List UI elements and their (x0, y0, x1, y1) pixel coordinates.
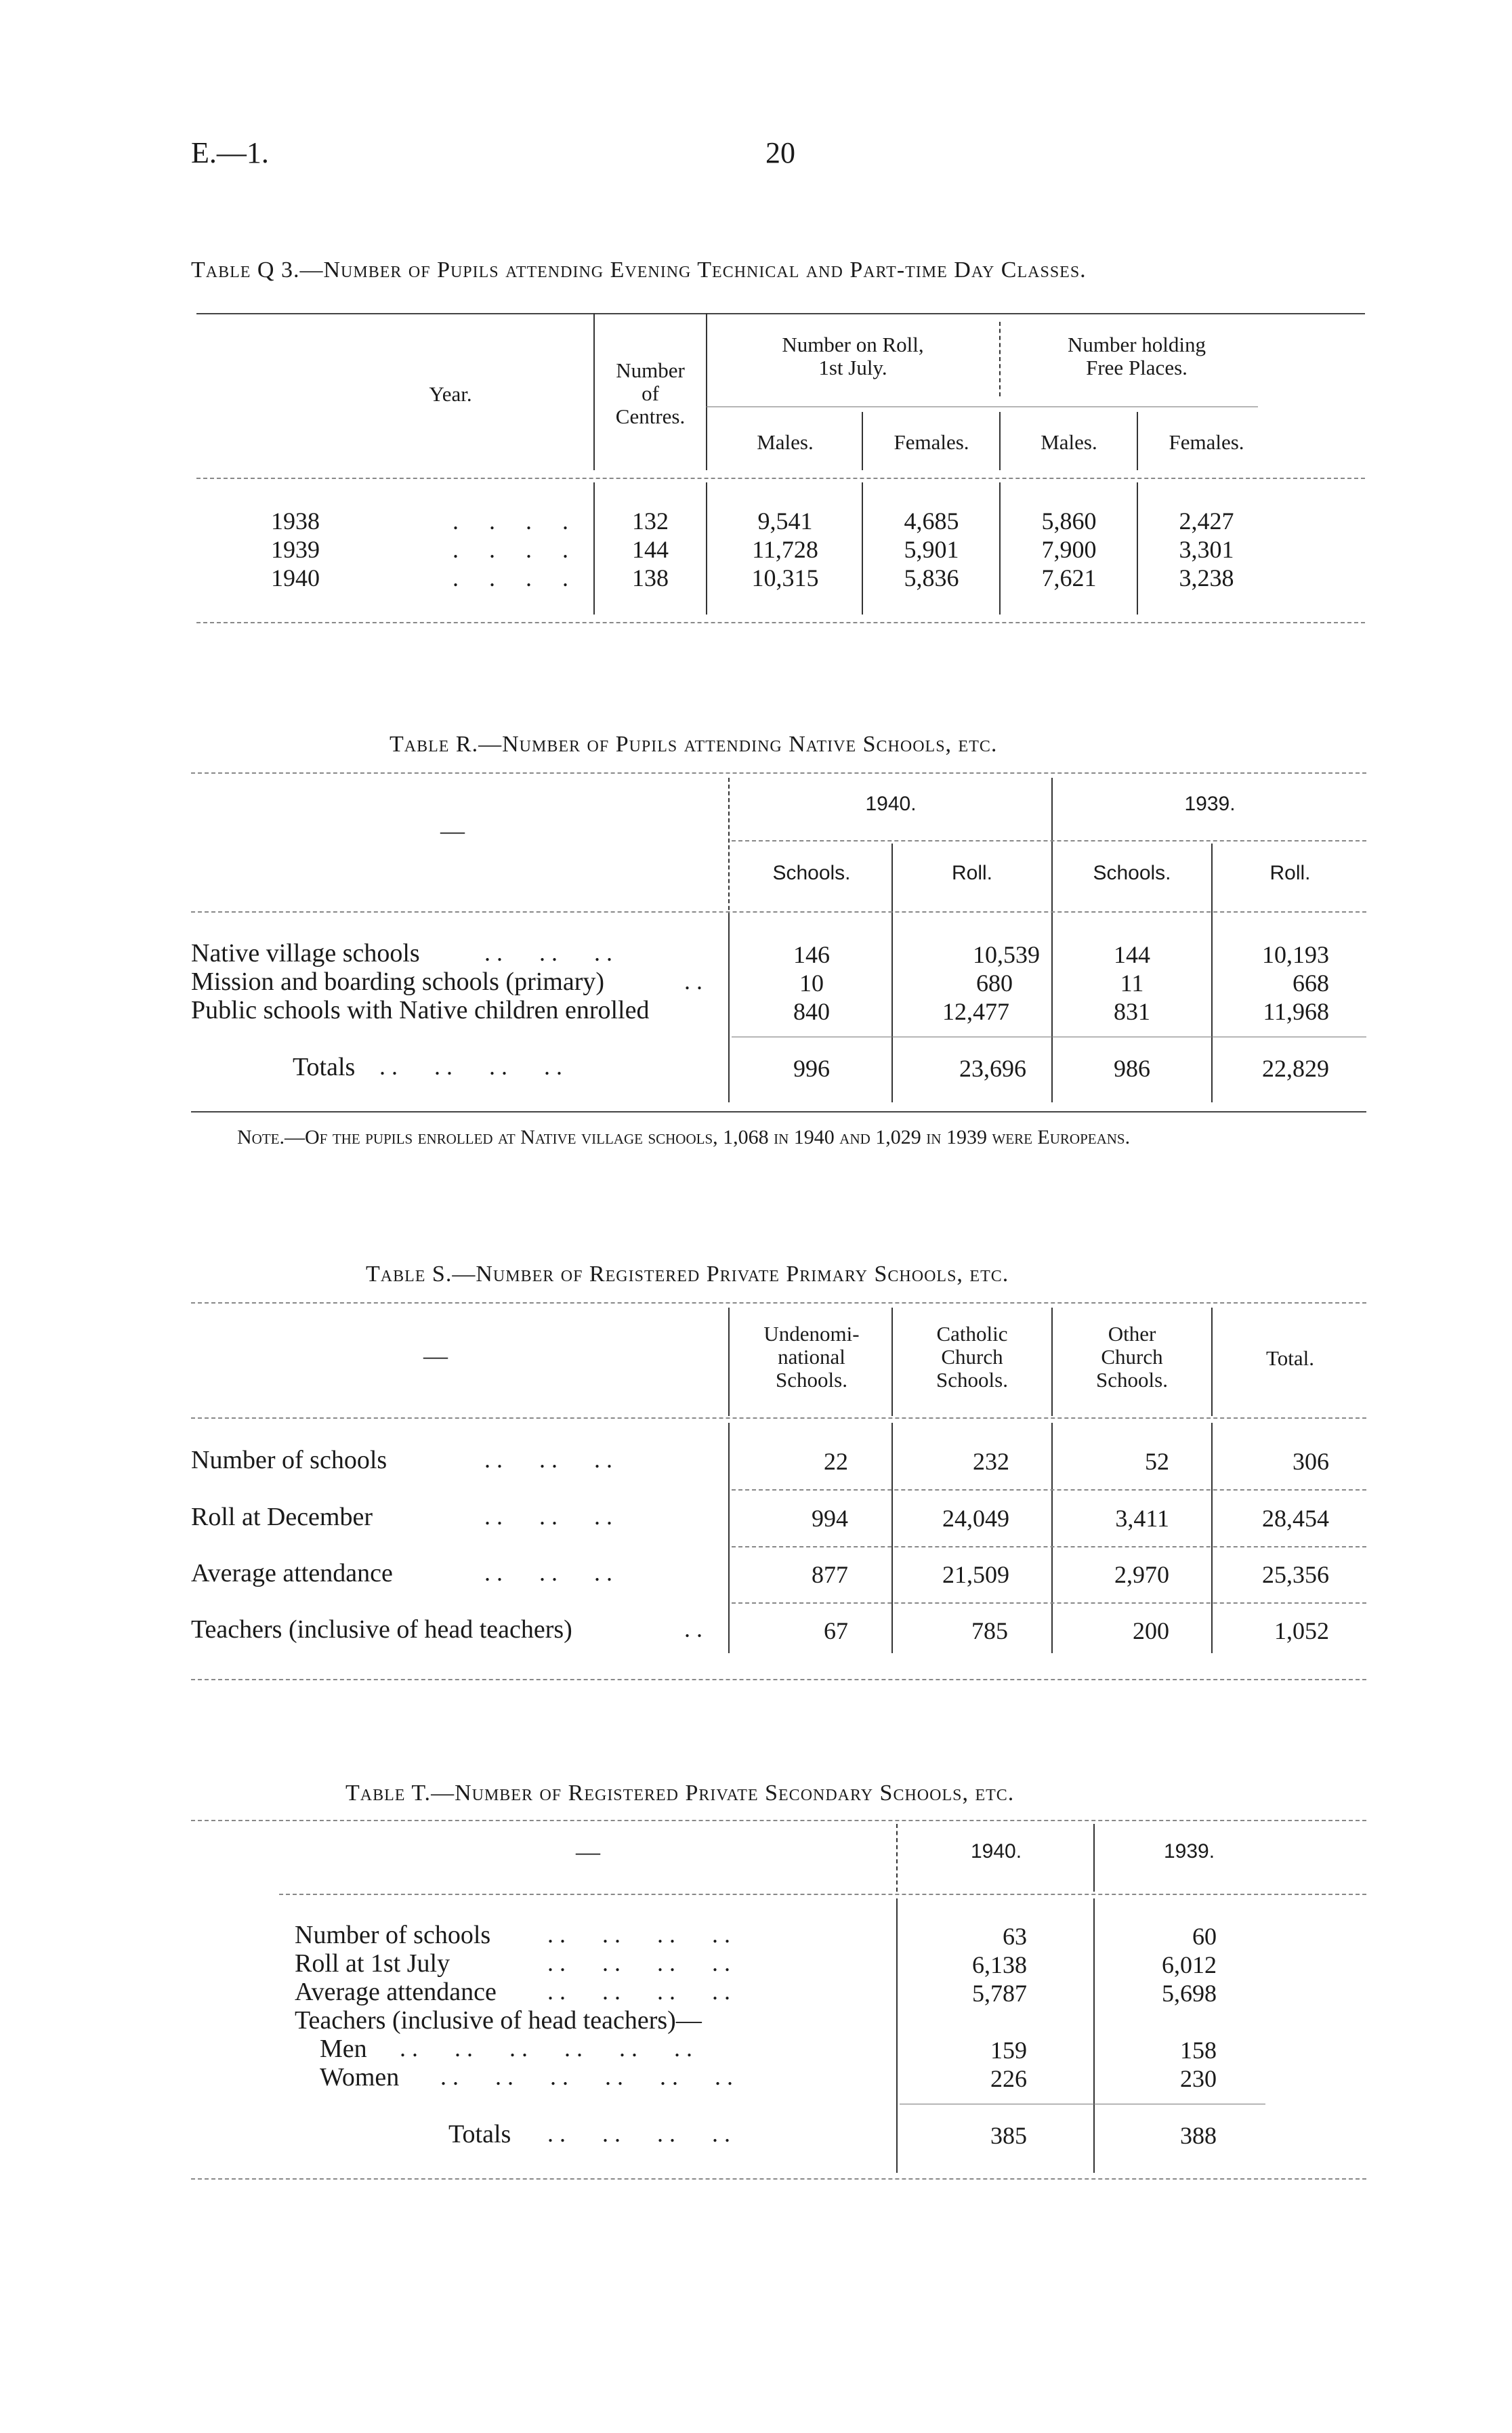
r-schools-1940: Schools. (772, 862, 851, 884)
page-ref: E.—1. (191, 136, 269, 169)
t-row-label: Men (320, 2035, 367, 2063)
q3-females-header: Females. (894, 430, 969, 454)
q3-roll-females: 5,901 (904, 536, 959, 563)
t-vline (1093, 1824, 1095, 1892)
s-head-rule (191, 1417, 1366, 1419)
table-s-title-text: —Number of Registered Private Primary Schools, etc. (452, 1262, 1009, 1287)
r-dots: . . (684, 968, 702, 995)
s-cell: 22 (824, 1448, 848, 1475)
t-dots: . . . . . . . . . . . . (400, 2035, 692, 2062)
table-q3-prefix: Table Q 3. (191, 257, 300, 283)
r-dots: . . . . . . (484, 939, 612, 966)
t-cell: 6,012 (1162, 1951, 1217, 1978)
q3-roll-males: 9,541 (757, 507, 813, 535)
r-totals-label: Totals (293, 1053, 356, 1081)
r-roll-1940: Roll. (951, 862, 992, 884)
s-dots: . . . . . . (484, 1559, 612, 1586)
q3-roll-males: 11,728 (752, 536, 818, 563)
r-roll-1939: Roll. (1269, 862, 1311, 884)
t-top-rule (191, 1820, 1366, 1821)
q3-free-females: 3,301 (1179, 536, 1234, 563)
r-schools-1939: Schools. (1093, 862, 1171, 884)
q3-bottom-rule (196, 622, 1365, 623)
t-stub-dash: — (576, 1838, 600, 1865)
r-top-rule (191, 772, 1366, 774)
s-vline (728, 1308, 730, 1416)
r-cell: 10,193 (1262, 941, 1329, 968)
r-vline (891, 916, 893, 1102)
r-year-1940: 1940. (865, 793, 917, 815)
table-q3-title-text: —Number of Pupils attending Evening Technical and Part-time Day Classes. (299, 257, 1087, 283)
q3-year: 1939 (271, 536, 320, 563)
s-cell: 2,970 (1114, 1561, 1169, 1588)
q3-roll-females: 5,836 (904, 564, 959, 591)
r-cell: 831 (1114, 998, 1150, 1025)
t-total-cell: 385 (990, 2122, 1027, 2149)
t-bottom-rule (191, 2178, 1366, 2180)
r-cell: 10 (799, 970, 824, 997)
r-cell: 680 (976, 970, 1013, 997)
s-header-catholic: Catholic Church Schools. (936, 1322, 1008, 1392)
t-dots: . . . . . . . . (547, 1978, 730, 2005)
t-head-rule (279, 1894, 1366, 1895)
s-vline (1051, 1308, 1053, 1416)
s-vline (728, 1423, 730, 1653)
q3-top-rule (196, 313, 1365, 314)
t-dots: . . . . . . . . . . . . (440, 2063, 733, 2090)
q3-roll-header: Number on Roll, 1st July. (782, 333, 924, 379)
s-row-label: Number of schools (191, 1446, 387, 1474)
t-row-label: Number of schools (295, 1921, 491, 1949)
s-cell: 200 (1133, 1617, 1169, 1644)
q3-free-females: 2,427 (1179, 507, 1234, 535)
r-cell: 12,477 (942, 998, 1009, 1025)
s-row-label: Roll at December (191, 1503, 373, 1531)
q3-head-rule (196, 478, 1365, 479)
t-vline (896, 1898, 898, 2173)
s-header-undenominational: Undenomi- national Schools. (763, 1322, 860, 1392)
t-dots: . . . . . . . . (547, 1921, 730, 1948)
table-t-title (345, 1781, 1014, 1806)
r-dots: . . . . . . . . (379, 1053, 562, 1080)
s-vline (891, 1423, 893, 1653)
s-dots: . . (684, 1615, 702, 1642)
t-row-label: Average attendance (295, 1978, 497, 2006)
q3-year: 1938 (271, 507, 320, 535)
s-row-label: Average attendance (191, 1559, 393, 1587)
r-row-label: Public schools with Native children enrolled (191, 996, 650, 1024)
s-header-total: Total. (1265, 1346, 1314, 1370)
r-cell: 668 (1293, 970, 1329, 997)
q3-dots: . . . . (453, 564, 581, 591)
t-cell: 159 (990, 2037, 1027, 2064)
q3-vline (999, 322, 1001, 396)
table-r-title (390, 732, 997, 757)
r-cell: 11 (1120, 970, 1144, 997)
s-vline (1051, 1423, 1053, 1653)
r-cell: 146 (793, 941, 830, 968)
t-row-label: Teachers (inclusive of head teachers)— (295, 2006, 702, 2035)
q3-centres-header: Number of Centres. (615, 358, 686, 428)
r-cell: 144 (1114, 941, 1150, 968)
s-cell: 21,509 (942, 1561, 1009, 1588)
r-vline (728, 916, 730, 1102)
q3-vline (1137, 412, 1138, 470)
s-cell: 994 (812, 1505, 848, 1532)
r-bottom-rule (191, 1111, 1366, 1112)
t-dots: . . . . . . . . (547, 1949, 730, 1976)
t-cell: 5,698 (1162, 1980, 1217, 2007)
s-vline (1211, 1308, 1213, 1416)
r-total-cell: 986 (1114, 1055, 1150, 1082)
s-row-rule (732, 1602, 1366, 1604)
s-cell: 24,049 (942, 1505, 1009, 1532)
q3-free-header: Number holding Free Places. (1067, 333, 1206, 379)
s-cell: 3,411 (1115, 1505, 1169, 1532)
r-note: Note.—Of the pupils enrolled at Native village schools, 1,068 in 1940 and 1,029 in 1939 were Europeans. (237, 1126, 1131, 1148)
q3-vline (999, 482, 1001, 615)
t-vline (1093, 1898, 1095, 2173)
s-row-rule (732, 1546, 1366, 1547)
r-vline (728, 778, 730, 930)
q3-vline (999, 412, 1001, 470)
s-bottom-rule (191, 1679, 1366, 1680)
q3-vline (1137, 482, 1138, 615)
t-vline (896, 1824, 898, 1892)
t-row-label: Women (320, 2063, 400, 2092)
q3-free-males: 5,860 (1041, 507, 1097, 535)
table-s-prefix: Table S. (366, 1262, 453, 1287)
s-cell: 67 (824, 1617, 848, 1644)
s-dots: . . . . . . (484, 1503, 612, 1530)
q3-dots: . . . . (453, 507, 581, 535)
q3-year-header: Year. (429, 382, 472, 406)
q3-vline (862, 482, 863, 615)
q3-vline (862, 412, 863, 470)
s-cell: 785 (971, 1617, 1008, 1644)
s-header-other: Other Church Schools. (1096, 1322, 1168, 1392)
q3-free-males-header: Males. (1041, 430, 1097, 454)
s-vline (891, 1308, 893, 1416)
r-cell: 11,968 (1263, 998, 1329, 1025)
q3-roll-males: 10,315 (751, 564, 819, 591)
t-row-label: Roll at 1st July (295, 1949, 450, 1978)
q3-free-females: 3,238 (1179, 564, 1234, 591)
s-cell: 1,052 (1274, 1617, 1329, 1644)
table-t-prefix: Table T. (345, 1781, 432, 1806)
q3-free-females-header: Females. (1169, 430, 1244, 454)
s-stub-dash: — (423, 1342, 448, 1369)
q3-centres: 138 (632, 564, 669, 591)
q3-vline (593, 482, 595, 615)
t-cell: 5,787 (972, 1980, 1027, 2007)
s-cell: 877 (812, 1561, 848, 1588)
t-dots: . . . . . . . . (547, 2120, 730, 2147)
r-total-cell: 23,696 (959, 1055, 1026, 1082)
s-row-rule (732, 1489, 1366, 1491)
t-cell: 63 (1003, 1923, 1027, 1950)
s-cell: 25,356 (1262, 1561, 1329, 1588)
r-head-rule (191, 911, 1366, 913)
table-r-title-text: —Number of Pupils attending Native Schools, etc. (478, 732, 998, 757)
page-number: 20 (765, 136, 795, 169)
r-total-cell: 996 (793, 1055, 830, 1082)
s-top-rule (191, 1302, 1366, 1304)
r-cell: 10,539 (973, 941, 1040, 968)
r-stub-dash: — (440, 817, 465, 844)
r-vline (1051, 778, 1053, 930)
s-cell: 28,454 (1262, 1505, 1329, 1532)
r-cell: 840 (793, 998, 830, 1025)
q3-free-males: 7,900 (1041, 536, 1097, 563)
r-year-1939: 1939. (1184, 793, 1236, 815)
q3-males-header: Males. (757, 430, 814, 454)
r-sub-rule (732, 840, 1366, 841)
s-vline (1211, 1423, 1213, 1653)
q3-free-males: 7,621 (1041, 564, 1097, 591)
t-total-cell: 388 (1180, 2122, 1217, 2149)
q3-centres: 132 (632, 507, 669, 535)
r-vline (1051, 916, 1053, 1102)
t-cell: 6,138 (972, 1951, 1027, 1978)
r-vline (1211, 916, 1213, 1102)
table-t-title-text: —Number of Registered Private Secondary Schools, etc. (431, 1781, 1015, 1806)
r-row-label: Native village schools (191, 939, 420, 968)
q3-vline (706, 482, 707, 615)
q3-roll-females: 4,685 (904, 507, 959, 535)
t-year-1939: 1939. (1163, 1840, 1215, 1863)
r-total-cell: 22,829 (1262, 1055, 1329, 1082)
q3-vline (706, 313, 707, 470)
q3-year: 1940 (271, 564, 320, 591)
s-cell: 52 (1145, 1448, 1169, 1475)
s-row-label: Teachers (inclusive of head teachers) (191, 1615, 572, 1644)
q3-centres: 144 (632, 536, 669, 563)
q3-vline (593, 313, 595, 470)
table-s-title (366, 1262, 1009, 1287)
q3-dots: . . . . (453, 536, 581, 563)
s-cell: 232 (973, 1448, 1009, 1475)
r-row-label: Mission and boarding schools (primary) (191, 968, 605, 996)
t-cell: 230 (1180, 2065, 1217, 2092)
s-dots: . . . . . . (484, 1446, 612, 1473)
t-year-1940: 1940. (970, 1840, 1022, 1863)
t-totals-label: Totals (448, 2120, 511, 2148)
table-q3-title (191, 257, 1087, 283)
s-cell: 306 (1293, 1448, 1329, 1475)
t-cell: 60 (1192, 1923, 1217, 1950)
t-cell: 226 (990, 2065, 1027, 2092)
t-cell: 158 (1180, 2037, 1217, 2064)
table-r-prefix: Table R. (390, 732, 479, 757)
